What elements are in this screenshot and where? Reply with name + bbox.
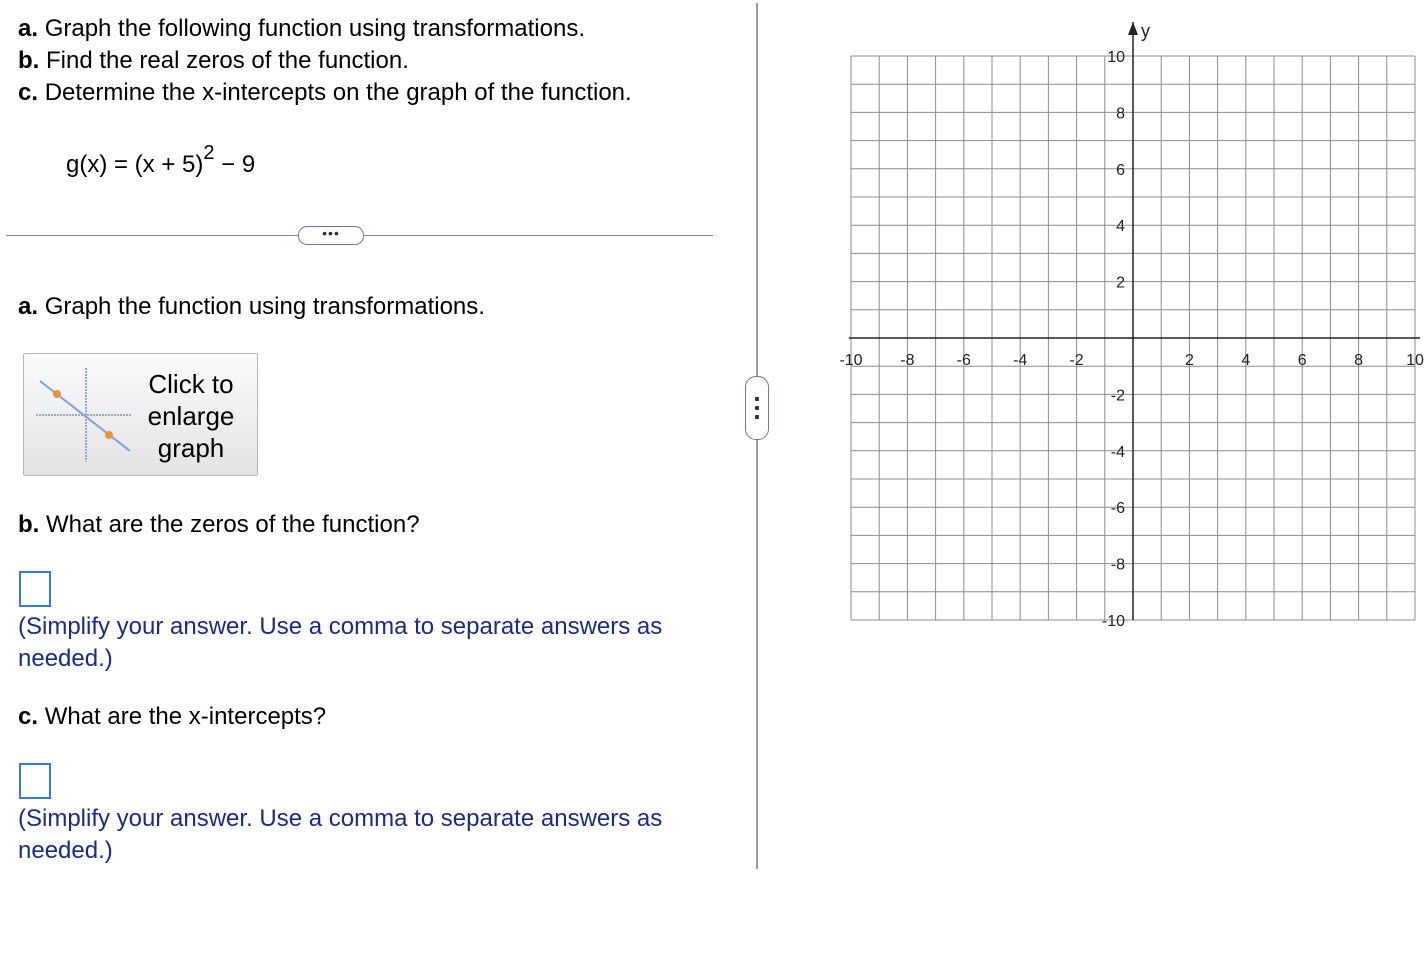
x-tick-label: -4: [1013, 352, 1028, 369]
x-tick-label: 4: [1241, 352, 1251, 369]
y-axis-label: y: [1141, 21, 1150, 41]
y-tick-label: 6: [1116, 161, 1125, 179]
function-formula: $g(x) = (x + 5)^2 - 9$: [66, 142, 256, 178]
coordinate-grid[interactable]: [760, 0, 1422, 660]
x-tick-label: -2: [1069, 352, 1084, 369]
y-tick-label: -10: [1101, 613, 1125, 630]
y-tick-label: -2: [1110, 387, 1125, 405]
x-tick-label: 2: [1184, 352, 1194, 369]
y-tick-label: 4: [1116, 218, 1125, 236]
x-intercepts-answer-input[interactable]: [19, 763, 51, 799]
zeros-answer-hint: (Simplify your answer. Use a comma to separate answers as needed.): [18, 613, 663, 672]
part-c-question: c. What are the x-intercepts?: [18, 703, 327, 730]
instruction-b: b. Find the real zeros of the function.: [18, 47, 409, 74]
x-tick-label: 8: [1354, 352, 1364, 369]
graph-thumbnail-icon: [24, 354, 134, 475]
x-tick-label: -8: [900, 352, 915, 369]
y-tick-label: -4: [1110, 443, 1125, 461]
x-tick-label: -6: [956, 352, 971, 369]
instruction-a: a. Graph the following function using transformations.: [18, 15, 585, 42]
x-tick-label: -10: [839, 352, 863, 369]
enlarge-graph-label: Click to enlarge graph: [147, 369, 235, 463]
show-more-button[interactable]: •••: [298, 226, 364, 245]
enlarge-graph-button[interactable]: [23, 353, 258, 476]
y-axis-arrow: [1128, 22, 1138, 35]
part-a-question: a. Graph the function using transformations.: [18, 293, 485, 320]
instruction-c: c. Determine the x-intercepts on the graph of the function.: [18, 79, 632, 106]
x-intercepts-answer-hint: (Simplify your answer. Use a comma to separate answers as needed.): [18, 805, 663, 864]
x-tick-label: 6: [1297, 352, 1307, 369]
y-tick-label: 10: [1107, 49, 1125, 66]
zeros-answer-input[interactable]: [19, 571, 51, 607]
y-tick-label: -8: [1110, 556, 1125, 574]
y-tick-label: -6: [1110, 500, 1125, 518]
x-tick-label: 10: [1406, 352, 1424, 369]
y-tick-label: 8: [1116, 105, 1125, 123]
y-tick-label: 2: [1116, 274, 1125, 292]
part-b-question: b. What are the zeros of the function?: [18, 511, 420, 538]
